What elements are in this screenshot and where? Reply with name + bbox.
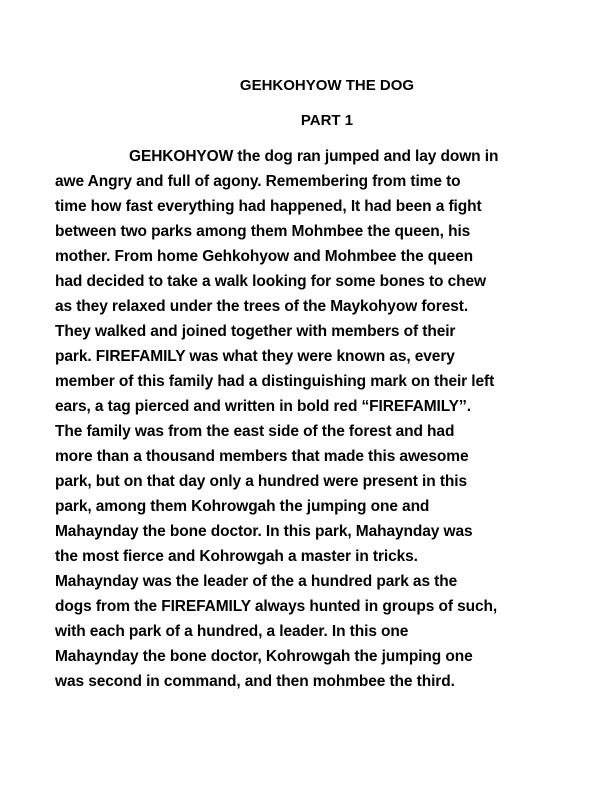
body-line: had decided to take a walk looking for some bones to chew [55, 273, 486, 290]
body-line: with each park of a hundred, a leader. In this one [55, 623, 409, 640]
story-title: GEHKOHYOW THE DOG [239, 77, 415, 94]
body-line: dogs from the FIREFAMILY always hunted in groups of such, [55, 598, 498, 615]
body-line: park. FIREFAMILY was what they were known as, every [55, 348, 455, 365]
body-line: time how fast everything had happened, It had been a fight [55, 198, 482, 215]
body-line: They walked and joined together with members of their [55, 323, 456, 340]
body-line: more than a thousand members that made this awesome [55, 448, 469, 465]
body-line: Mahaynday the bone doctor, Kohrowgah the jumping one [55, 648, 473, 665]
body-line: between two parks among them Mohmbee the queen, his [55, 223, 471, 240]
body-line: mother. From home Gehkohyow and Mohmbee the queen [55, 248, 473, 265]
body-line: park, but on that day only a hundred were present in this [55, 473, 467, 490]
body-line: GEHKOHYOW the dog ran jumped and lay down in [129, 148, 499, 165]
body-line: the most fierce and Kohrowgah a master in tricks. [55, 548, 418, 565]
body-line: park, among them Kohrowgah the jumping one and [55, 498, 430, 515]
body-line: was second in command, and then mohmbee the third. [55, 673, 455, 690]
body-line: member of this family had a distinguishing mark on their left [55, 373, 495, 390]
story-body [55, 144, 595, 694]
body-line: Mahaynday was the leader of the a hundred park as the [55, 573, 458, 590]
body-line: awe Angry and full of agony. Remembering from time to [55, 173, 461, 190]
body-line: The family was from the east side of the forest and had [55, 423, 455, 440]
body-line: Mahaynday the bone doctor. In this park, Mahaynday was [55, 523, 473, 540]
body-line: ears, a tag pierced and written in bold red “FIREFAMILY’’. [55, 398, 471, 415]
body-line: as they relaxed under the trees of the Maykohyow forest. [55, 298, 469, 315]
part-heading: PART 1 [300, 112, 354, 129]
